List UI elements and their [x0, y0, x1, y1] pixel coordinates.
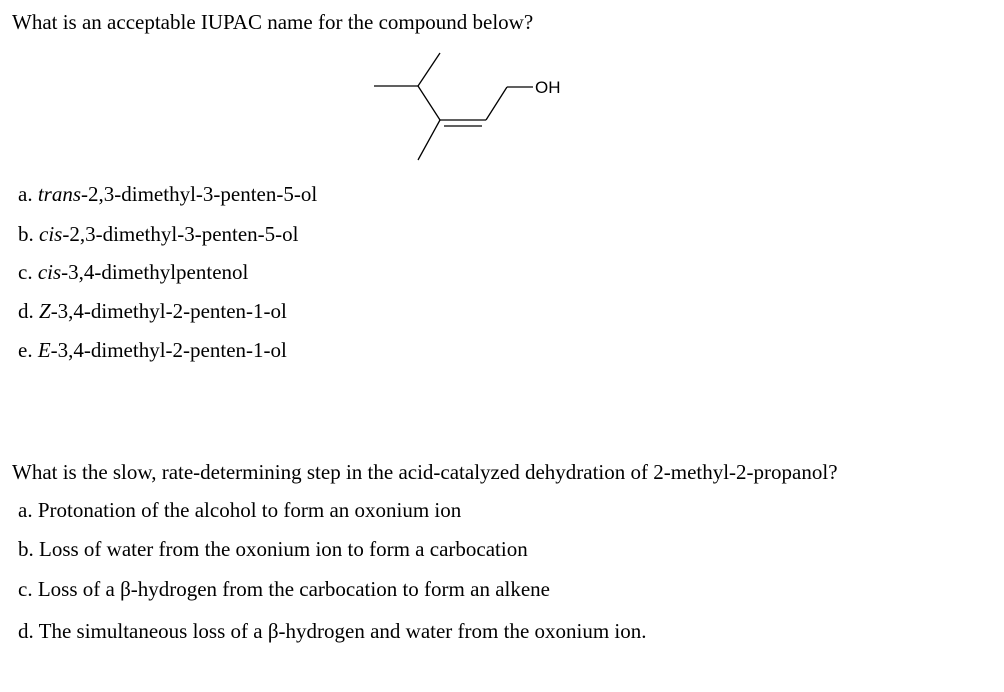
option-stereo: Z: [39, 299, 51, 323]
bond-ch-down: [418, 86, 440, 120]
option-text: -2,3-dimethyl-3-penten-5-ol: [81, 182, 318, 206]
question-1-option-a: [18, 182, 317, 206]
option-text: -3,4-dimethyl-2-penten-1-ol: [50, 338, 287, 362]
bond-methyl-bottom: [418, 120, 440, 160]
option-stereo: cis: [39, 222, 63, 246]
option-stereo: E: [37, 338, 51, 362]
question-1-option-b: [18, 222, 299, 246]
option-letter: d.: [18, 619, 34, 643]
option-letter: b.: [18, 222, 34, 246]
question-2-option-c: [18, 577, 550, 601]
option-letter: c.: [18, 260, 33, 284]
option-text: -3,4-dimethylpentenol: [61, 260, 249, 284]
bond-ch2-up: [486, 87, 507, 120]
option-text: Protonation of the alcohol to form an oxonium ion: [37, 498, 462, 522]
option-letter: c.: [18, 577, 33, 601]
question-1-option-e: [18, 338, 287, 362]
option-letter: d.: [18, 299, 34, 323]
question-2-option-d: [18, 619, 647, 643]
question-2-prompt: What is the slow, rate-determining step in the acid-catalyzed dehydration of 2-methyl-2-propanol?: [12, 460, 838, 484]
question-1-option-d: [18, 299, 287, 323]
question-1-prompt: What is an acceptable IUPAC name for the compound below?: [12, 10, 534, 34]
bond-methyl-top: [418, 53, 440, 86]
option-letter: e.: [18, 338, 33, 362]
oh-label: OH: [535, 78, 561, 97]
question-2-option-a: [18, 498, 461, 522]
option-text: Loss of water from the oxonium ion to form a carbocation: [39, 537, 528, 561]
option-text: The simultaneous loss of a β-hydrogen and water from the oxonium ion.: [38, 619, 647, 643]
option-stereo: cis: [37, 260, 62, 284]
option-text: -3,4-dimethyl-2-penten-1-ol: [50, 299, 287, 323]
option-stereo: trans: [37, 182, 82, 206]
compound-structure: [360, 40, 600, 170]
option-letter: b.: [18, 537, 34, 561]
option-text: Loss of a β-hydrogen from the carbocation to form an alkene: [37, 577, 551, 601]
question-2-option-b: [18, 537, 528, 561]
option-text: -2,3-dimethyl-3-penten-5-ol: [62, 222, 299, 246]
question-1-option-c: [18, 260, 248, 284]
option-letter: a.: [18, 498, 33, 522]
option-letter: a.: [18, 182, 33, 206]
